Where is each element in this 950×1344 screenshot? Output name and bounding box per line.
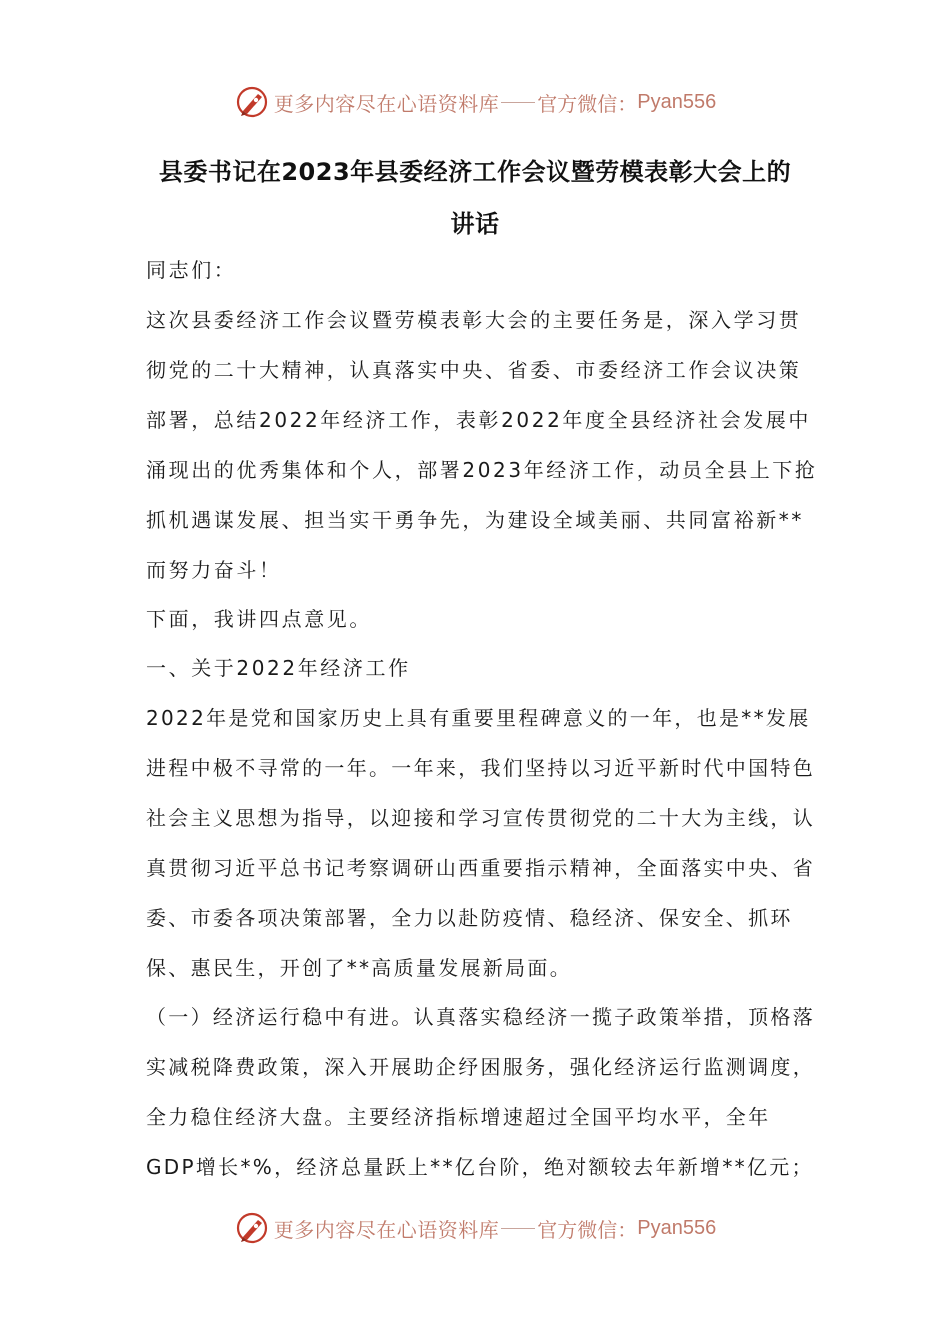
banner-wechat-id: Pyan556 [637, 90, 717, 113]
greeting-paragraph: 同志们： [146, 258, 237, 282]
outline-paragraph: 下面，我讲四点意见。 [146, 607, 372, 631]
banner-text: 更多内容尽在心语资料库 [273, 1217, 500, 1242]
banner-separator [501, 1228, 535, 1229]
document-title-line-1: 县委书记在2023年县委经济工作会议暨劳模表彰大会上的 [158, 158, 792, 186]
banner-text: 更多内容尽在心语资料库 [273, 91, 500, 116]
footer-watermark-banner [0, 1208, 950, 1248]
banner-separator [501, 102, 535, 103]
pen-circle-icon [234, 1210, 270, 1246]
review-2022-paragraph: 2022年是党和国家历史上具有重要里程碑意义的一年，也是**发展进程中极不寻常的一年。一年来，我们坚持以习近平新时代中国特色社会主义思想为指导，以迎接和学习宣传贯彻党的二十大为主线，认真贯彻习近平总书记考察调研山西重要指示精神，全面落实中央、省委、市委各项决策部署，全力以赴防疫情、稳经济、保安全、抓环保、惠民生，开创了**高质量发展新局面。 [146, 706, 815, 980]
subsection-1-paragraph: （一）经济运行稳中有进。认真落实稳经济一揽子政策举措，顶格落实减税降费政策，深入开展助企纾困服务，强化经济运行监测调度，全力稳住经济大盘。主要经济指标增速超过全国平均水平，全年GDP增长*%，经济总量跃上**亿台阶，绝对额较去年新增**亿元； [146, 1005, 815, 1179]
header-watermark-banner [0, 82, 950, 122]
intro-paragraph: 这次县委经济工作会议暨劳模表彰大会的主要任务是，深入学习贯彻党的二十大精神，认真落实中央、省委、市委经济工作会议决策部署，总结2022年经济工作，表彰2022年度全县经济社会发展中涌现出的优秀集体和个人，部署2023年经济工作，动员全县上下抢抓机遇谋发展、担当实干勇争先，为建设全域美丽、共同富裕新**而努力奋斗！ [146, 308, 818, 582]
section-heading-1: 一、关于2022年经济工作 [146, 656, 411, 680]
document-title-line-2: 讲话 [450, 210, 500, 238]
banner-official-label: 官方微信： [537, 1217, 638, 1242]
banner-official-label: 官方微信： [537, 91, 638, 116]
pen-circle-icon [234, 84, 270, 120]
banner-wechat-id: Pyan556 [637, 1216, 717, 1239]
